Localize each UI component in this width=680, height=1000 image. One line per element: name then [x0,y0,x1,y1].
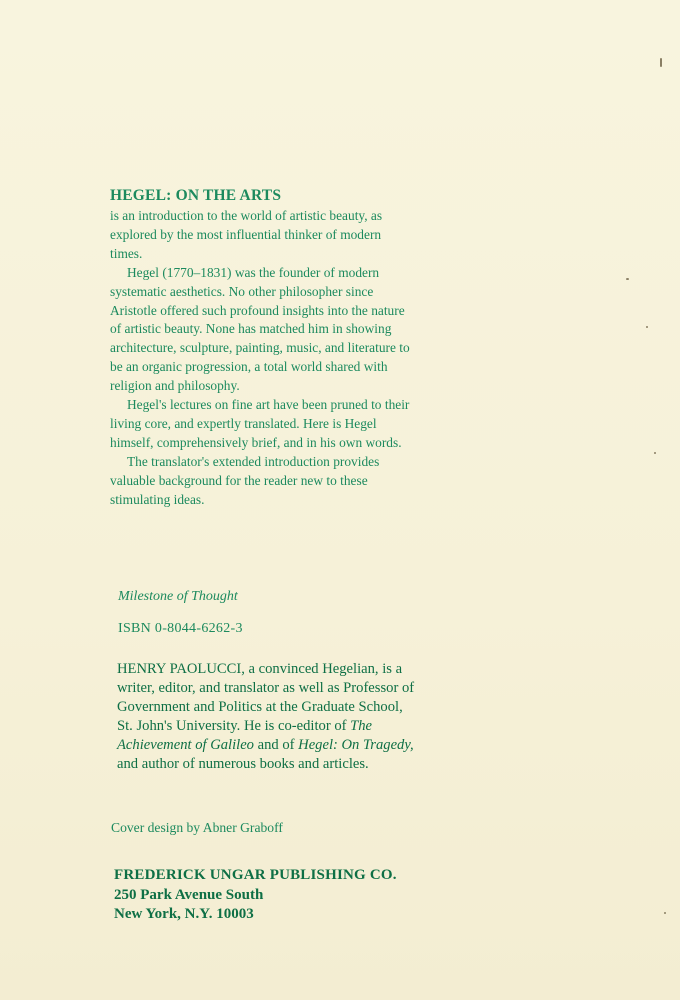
blurb-paragraph-4: The translator's extended introduction provides valuable background for the reader new to these stimulating ideas. [110,453,380,507]
isbn: ISBN 0-8044-6262-3 [118,621,243,636]
series-name: Milestone of Thought [118,589,238,604]
bio-text-2: and of [253,737,299,754]
publisher-name: FREDERICK UNGAR PUBLISHING CO. [114,867,397,883]
paper-speck [626,278,629,280]
bio-text-3: and author of numerous books and articles. [117,756,369,773]
paper-speck [664,912,666,914]
paper-speck [646,326,648,328]
paper-speck [654,452,656,454]
blurb-paragraph-3: Hegel's lectures on fine art have been pruned to their living core, and expertly translated. Here is Hegel himself, comprehensively brief, and in his own words. [110,397,410,450]
paper-speck [660,58,662,67]
bio-work-1: The Achievement of Galileo [117,718,373,754]
publisher-block [114,866,454,925]
blurb-paragraph-2: Hegel (1770–1831) was the founder of modern systematic aesthetics. No other philosopher since Aristotle offered such profound insights into the nature of artistic beauty. None has matched him in showing architecture, sculpture, painting, music, and literature to be an organic progression, a total world shared with religion and philosophy. [110,264,410,394]
author-bio [117,660,417,775]
book-title: HEGEL: ON THE ARTS [110,187,282,204]
bio-text-1: HENRY PAOLUCCI, a convinced Hegelian, is a writer, editor, and translator as well as Professor of Government and Politics at the Graduate School, St. John's University. He is co-editor of [117,661,415,735]
blurb [110,207,410,510]
cover-credit: Cover design by Abner Graboff [111,820,283,835]
publisher-address-2: New York, N.Y. 10003 [114,906,254,922]
blurb-intro: is an introduction to the world of artistic beauty, as explored by the most influential thinker of modern times. [110,208,383,261]
publisher-address-1: 250 Park Avenue South [114,886,264,903]
bio-work-2: Hegel: On Tragedy, [298,737,414,754]
